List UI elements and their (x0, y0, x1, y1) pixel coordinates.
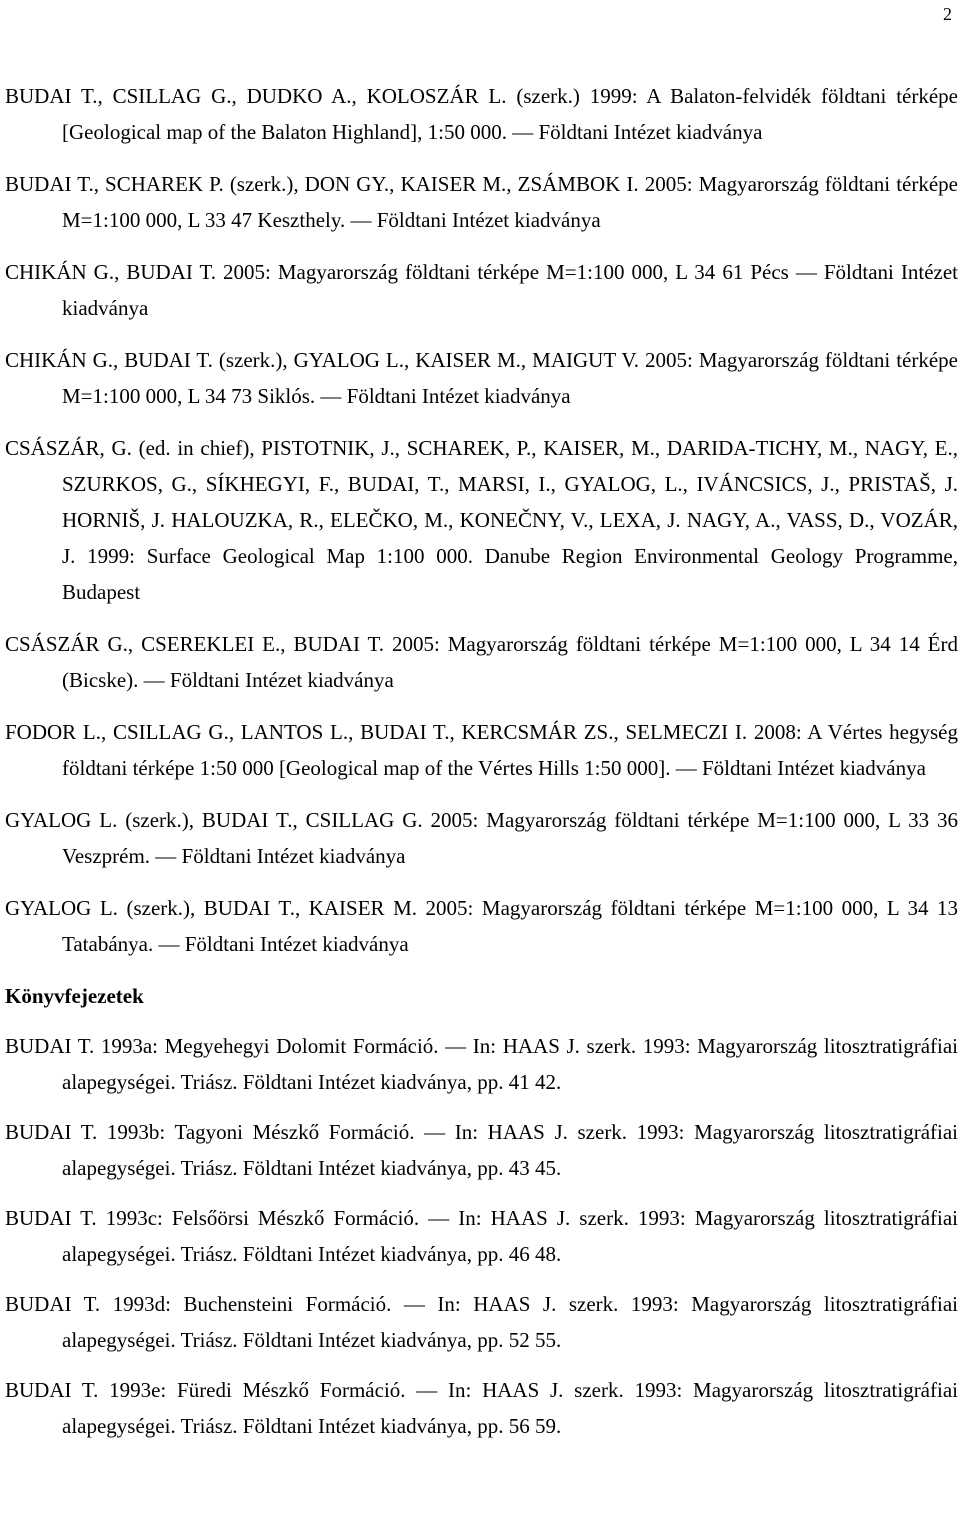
reference-entry: BUDAI T., CSILLAG G., DUDKO A., KOLOSZÁR L. (szerk.) 1999: A Balaton-felvidék földtani térképe [Geological map of the Balaton Highland], 1:50 000. — Földtani Intézet kiadványa (5, 84, 958, 144)
reference-entry: BUDAI T. 1993a: Megyehegyi Dolomit Formáció. — In: HAAS J. szerk. 1993: Magyarország litosztratigráfiai alapegységei. Triász. Földtani Intézet kiadványa, pp. 41 42. (5, 1034, 958, 1094)
reference-list (0, 78, 958, 1458)
reference-entry: CSÁSZÁR, G. (ed. in chief), PISTOTNIK, J., SCHAREK, P., KAISER, M., DARIDA-TICHY, M., NAGY, E., SZURKOS, G., SÍKHEGYI, F., BUDAI, T., MARSI, I., GYALOG, L., IVÁNCSICS, J., PRISTAŠ, J. HORNIŠ, J. HALOUZKA, R., ELEČKO, M., KONEČNY, V., LEXA, J. NAGY, A., VASS, D., VOZÁR, J. 1999: Surface Geological Map 1:100 000. Danube Region Environmental Geology Programme, Budapest (5, 436, 958, 604)
reference-entry: GYALOG L. (szerk.), BUDAI T., KAISER M. 2005: Magyarország földtani térképe M=1:100 000, L 34 13 Tatabánya. — Földtani Intézet kiadványa (5, 896, 958, 956)
section-heading: Könyvfejezetek (5, 984, 144, 1008)
reference-entry: BUDAI T. 1993d: Buchensteini Formáció. — In: HAAS J. szerk. 1993: Magyarország litosztratigráfiai alapegységei. Triász. Földtani Intézet kiadványa, pp. 52 55. (5, 1292, 958, 1352)
reference-entry: CHIKÁN G., BUDAI T. 2005: Magyarország földtani térképe M=1:100 000, L 34 61 Pécs — Földtani Intézet kiadványa (5, 260, 958, 320)
reference-entry: GYALOG L. (szerk.), BUDAI T., CSILLAG G. 2005: Magyarország földtani térképe M=1:100 000, L 33 36 Veszprém. — Földtani Intézet kiadványa (5, 808, 958, 868)
page-number: 2 (943, 4, 952, 24)
reference-entry: CHIKÁN G., BUDAI T. (szerk.), GYALOG L., KAISER M., MAIGUT V. 2005: Magyarország földtani térképe M=1:100 000, L 34 73 Siklós. — Földtani Intézet kiadványa (5, 348, 958, 408)
reference-entry: BUDAI T., SCHAREK P. (szerk.), DON GY., KAISER M., ZSÁMBOK I. 2005: Magyarország földtani térképe M=1:100 000, L 33 47 Keszthely. — Földtani Intézet kiadványa (5, 172, 958, 232)
reference-entry: CSÁSZÁR G., CSEREKLEI E., BUDAI T. 2005: Magyarország földtani térképe M=1:100 000, L 34 14 Érd (Bicske). — Földtani Intézet kiadványa (5, 632, 958, 692)
reference-entry: FODOR L., CSILLAG G., LANTOS L., BUDAI T., KERCSMÁR ZS., SELMECZI I. 2008: A Vértes hegység földtani térképe 1:50 000 [Geological map of the Vértes Hills 1:50 000]. — Földtani Intézet kiadványa (5, 720, 958, 780)
reference-entry: BUDAI T. 1993e: Füredi Mészkő Formáció. — In: HAAS J. szerk. 1993: Magyarország litosztratigráfiai alapegységei. Triász. Földtani Intézet kiadványa, pp. 56 59. (5, 1378, 958, 1438)
reference-entry: BUDAI T. 1993c: Felsőörsi Mészkő Formáció. — In: HAAS J. szerk. 1993: Magyarország litosztratigráfiai alapegységei. Triász. Földtani Intézet kiadványa, pp. 46 48. (5, 1206, 958, 1266)
reference-entry: BUDAI T. 1993b: Tagyoni Mészkő Formáció. — In: HAAS J. szerk. 1993: Magyarország litosztratigráfiai alapegységei. Triász. Földtani Intézet kiadványa, pp. 43 45. (5, 1120, 958, 1180)
